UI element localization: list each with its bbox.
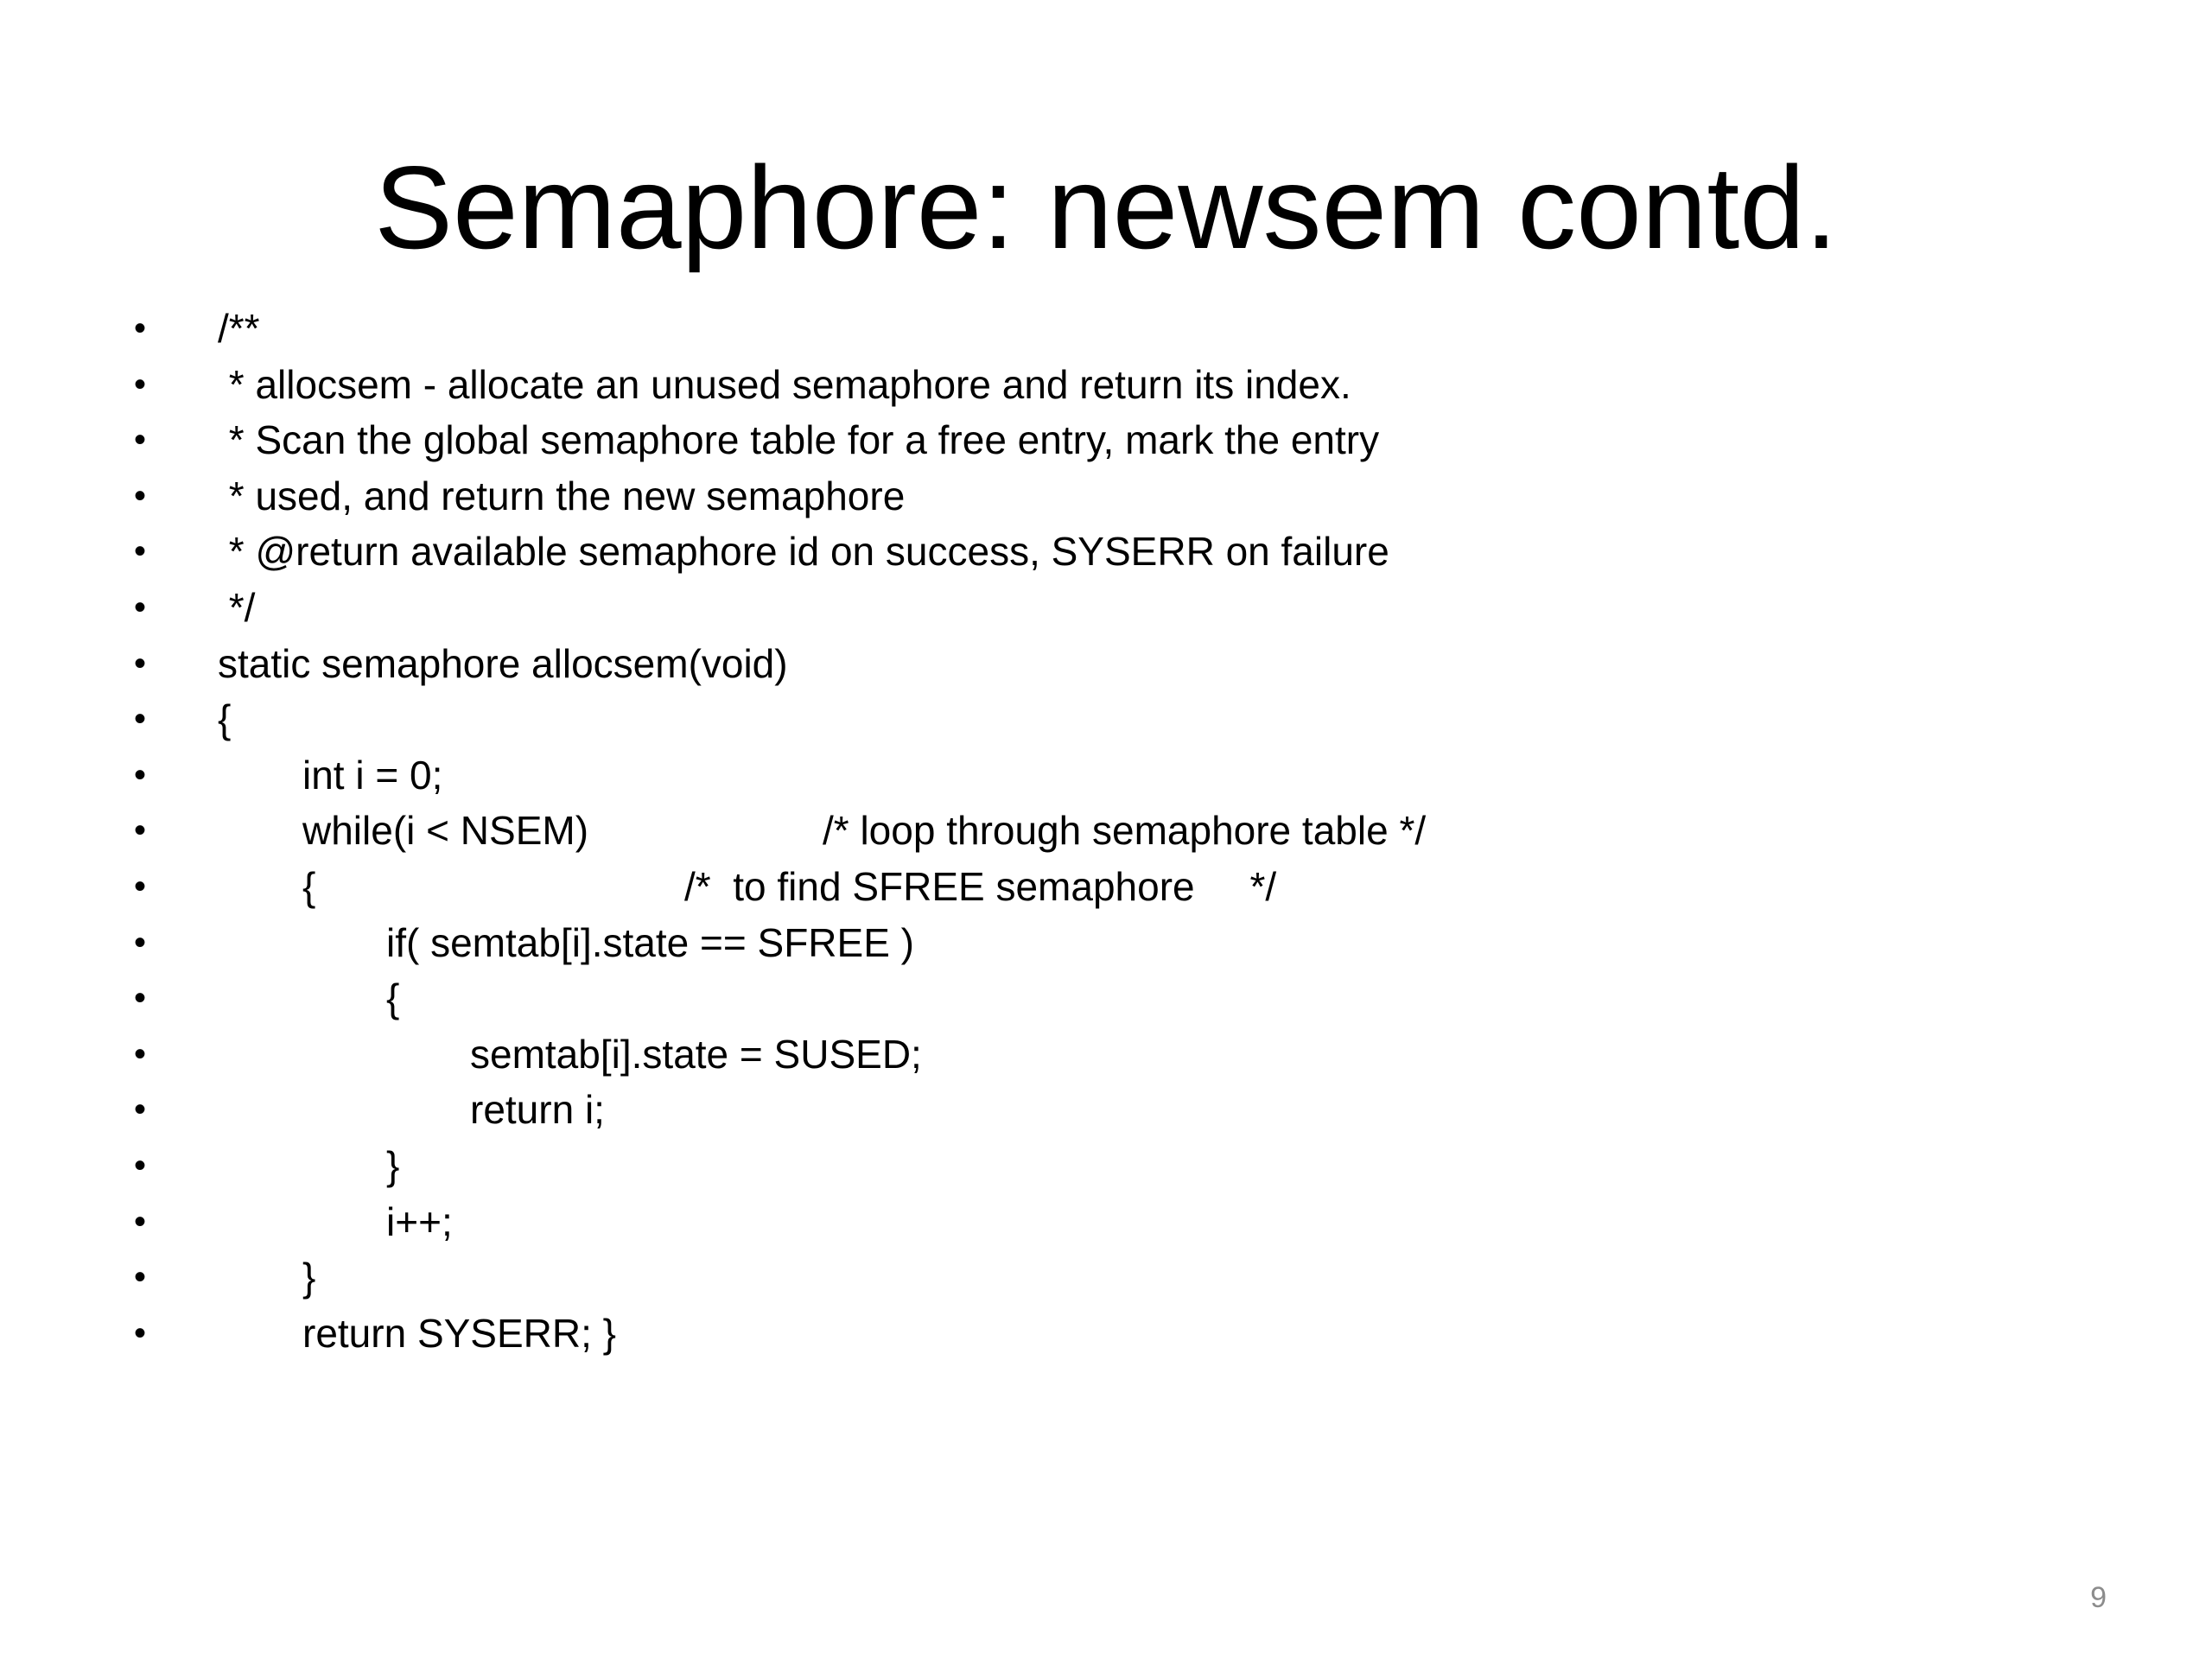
code-text: i++; [386,1198,453,1244]
code-line [0,1194,2212,1250]
code-text: if( semtab[i].state == SFREE ) [386,919,914,965]
code-text: { [218,696,232,742]
code-text: int i = 0; [302,752,443,798]
bullet-icon: • [134,755,147,794]
code-line [0,412,2212,468]
code-line [0,803,2212,859]
bullet-icon: • [134,867,147,906]
code-text: * allocsem - allocate an unused semaphore and return its index. [218,361,1351,407]
code-text: } [302,1255,316,1300]
code-line [0,970,2212,1027]
bullet-icon: • [134,365,147,404]
bullet-icon: • [134,421,147,460]
slide-title: Semaphore: newsem contd. [374,142,1838,273]
bullet-icon: • [134,1090,147,1129]
code-line [0,1027,2212,1083]
bullet-icon: • [134,309,147,347]
code-text: return i; [470,1087,605,1133]
code-line [0,357,2212,413]
code-text: semtab[i].state = SUSED; [470,1031,922,1077]
code-comment: /* to find SFREE semaphore */ [684,863,1277,909]
code-line [0,1306,2212,1362]
code-line [0,1249,2212,1306]
code-text: static semaphore allocsem(void) [218,640,788,686]
bullet-icon: • [134,532,147,571]
code-bullet-list [0,301,2212,1361]
bullet-icon: • [134,979,147,1018]
bullet-icon: • [134,811,147,850]
code-comment: /* loop through semaphore table */ [823,808,1427,854]
code-text: * @return available semaphore id on success, SYSERR on failure [218,529,1389,575]
code-line [0,691,2212,747]
code-text: /** [218,306,260,351]
bullet-icon: • [134,1313,147,1352]
bullet-icon: • [134,1202,147,1241]
code-text: while(i < NSEM) [302,808,589,854]
code-text: { [386,976,400,1021]
bullet-icon: • [134,644,147,683]
code-line [0,636,2212,692]
code-line [0,1082,2212,1138]
code-text: */ [218,584,256,630]
code-line [0,859,2212,915]
bullet-icon: • [134,476,147,515]
code-line [0,915,2212,971]
code-line [0,301,2212,357]
page-number: 9 [2090,1581,2107,1614]
code-text: { [302,863,316,909]
code-text: * Scan the global semaphore table for a free entry, mark the entry [218,417,1380,463]
bullet-icon: • [134,1034,147,1073]
code-line [0,524,2212,580]
code-text: } [386,1142,400,1188]
code-text: * used, and return the new semaphore [218,473,906,518]
code-line [0,1138,2212,1194]
code-line [0,468,2212,524]
code-line [0,580,2212,636]
bullet-icon: • [134,1146,147,1185]
bullet-icon: • [134,923,147,962]
bullet-icon: • [134,588,147,626]
bullet-icon: • [134,1258,147,1297]
bullet-icon: • [134,700,147,739]
code-text: return SYSERR; } [302,1310,617,1356]
code-line [0,747,2212,804]
